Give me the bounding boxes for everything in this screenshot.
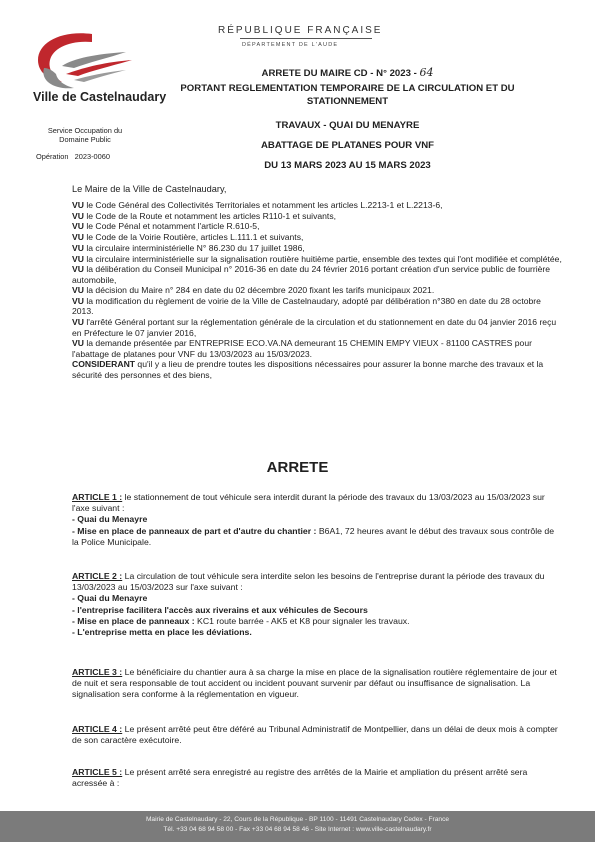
visa-lead: VU bbox=[72, 253, 84, 264]
city-logo bbox=[22, 28, 140, 94]
logo-gray-arc bbox=[43, 68, 74, 88]
article-2-deviations: - L'entreprise metta en place les déviations. bbox=[72, 627, 252, 638]
article-4-text: Le présent arrêté peut être déféré au Tribunal Administratif de Montpellier, dans un délai de deux mois à compter de son caractère exécutoire. bbox=[72, 724, 558, 746]
visa-text: le Code Général des Collectivités Territoriales et notamment les articles L.2213-1 et L.2213-6, bbox=[83, 200, 443, 210]
footer-contact: Tél. +33 04 68 94 58 00 - Fax +33 04 68 94 58 46 - Site Internet : www.ville-castelnaudary.fr bbox=[163, 826, 432, 833]
article-1-label: ARTICLE 1 : bbox=[72, 492, 123, 502]
visa-lead: VU bbox=[72, 242, 84, 253]
arrete-heading: ARRETE bbox=[266, 459, 329, 476]
abattage-title: ABATTAGE DE PLATANES POUR VNF bbox=[260, 140, 435, 151]
article-2-panels-bold: - Mise en place de panneaux : bbox=[72, 615, 195, 626]
visa-item bbox=[72, 296, 562, 317]
article-1-panels-bold: - Mise en place de panneaux de part et d'autre du chantier : bbox=[72, 525, 317, 536]
visa-text: le Code Pénal et notamment l'article R.610-5, bbox=[83, 221, 260, 232]
article-5-text: Le présent arrêté sera enregistré au registre des arrêtés de la Mairie et ampliation du présent arrêté sera acressée à : bbox=[72, 767, 528, 789]
article-2 bbox=[72, 571, 560, 638]
article-2-axis: - Quai du Menayre bbox=[72, 593, 148, 604]
visa-text: la décision du Maire n° 284 en date du 02 décembre 2020 fixant les tarifs municipaux 2021. bbox=[83, 285, 435, 296]
visa-text: la modification du règlement de voirie de la Ville de Castelnaudary, adopté par délibération n°380 en date du 28 octobre 2013. bbox=[72, 296, 541, 317]
visa-text: la délibération du Conseil Municipal n° 2016-36 en date du 24 février 2016 portant création d'un service public de fourrière automobile, bbox=[72, 264, 551, 285]
operation-line bbox=[36, 152, 110, 161]
arrete-number-text: ARRETE DU MAIRE CD - N° 2023 - bbox=[261, 68, 417, 79]
article-1 bbox=[72, 492, 560, 548]
visa-item bbox=[72, 221, 562, 231]
article-1-intro bbox=[72, 492, 560, 514]
visa-item bbox=[72, 254, 562, 264]
visa-lead: VU bbox=[72, 338, 84, 349]
republique-header: RÉPUBLIQUE FRANÇAISE bbox=[218, 25, 383, 36]
article-3 bbox=[72, 667, 560, 701]
visa-text: le Code de la Route et notamment les articles R110-1 et suivants, bbox=[83, 210, 337, 221]
visa-lead: VU bbox=[72, 200, 84, 210]
visa-item bbox=[72, 200, 562, 210]
considerant-lead: CONSIDERANT bbox=[72, 359, 136, 370]
article-2-panels bbox=[72, 616, 560, 627]
logo-city-name: Ville de Castelnaudary bbox=[33, 90, 167, 104]
visa-lead: VU bbox=[72, 285, 84, 296]
dates-title: DU 13 MARS 2023 AU 15 MARS 2023 bbox=[264, 160, 431, 171]
article-1-text: le stationnement de tout véhicule sera interdit durant la période des travaux du 13/03/2023 au 15/03/2023 sur l'axe suivant : bbox=[72, 492, 545, 514]
visa-text: la circulaire interministérielle sur la signalisation routière huitième partie, ensemble des textes qui l'ont modifiée et complétée, bbox=[83, 253, 562, 264]
article-2-access: - l'entreprise facilitera l'accès aux riverains et aux véhicules de Secours bbox=[72, 604, 368, 615]
article-5 bbox=[72, 767, 560, 789]
service-label: Service Occupation du Domaine Public bbox=[47, 126, 123, 144]
article-2-label: ARTICLE 2 : bbox=[72, 571, 123, 581]
visa-item bbox=[72, 232, 562, 242]
operation-label: Opération bbox=[36, 152, 69, 161]
article-4-label: ARTICLE 4 : bbox=[72, 724, 123, 734]
header-divider bbox=[240, 38, 372, 39]
visa-lead: VU bbox=[72, 317, 84, 328]
article-2-text: La circulation de tout véhicule sera interdite selon les besoins de l'entreprise durant la période des travaux du 13/03/2023 au 15/03/2023 sur l'axe suivant : bbox=[72, 571, 545, 593]
departement-header: DÉPARTEMENT DE L'AUDE bbox=[242, 42, 339, 48]
intro-line: Le Maire de la Ville de Castelnaudary, bbox=[72, 184, 227, 194]
logo-gray-wing bbox=[62, 52, 126, 68]
visa-item bbox=[72, 264, 562, 285]
visa-text: le Code de la Voirie Routière, articles L.111.1 et suivants, bbox=[83, 232, 304, 243]
visa-item bbox=[72, 338, 562, 359]
travaux-title: TRAVAUX - QUAI DU MENAYRE bbox=[275, 120, 420, 131]
arrete-subject: PORTANT REGLEMENTATION TEMPORAIRE DE LA CIRCULATION ET DU STATIONNEMENT bbox=[180, 83, 515, 107]
article-2-intro bbox=[72, 571, 560, 593]
visa-lead: VU bbox=[72, 264, 84, 275]
visa-text: l'arrêté Général portant sur la réglementation générale de la circulation et du stationnement en date du 04 janvier 2016 reçu en Préfecture le 07 janvier 2016, bbox=[72, 317, 557, 338]
visa-lead: VU bbox=[72, 232, 84, 243]
article-4 bbox=[72, 724, 560, 746]
article-2-panels-text: KC1 route barrée - AK5 et K8 pour signaler les travaux. bbox=[194, 615, 410, 626]
visa-text: la circulaire interministérielle N° 86.230 du 17 juillet 1986, bbox=[83, 242, 305, 253]
visa-item bbox=[72, 211, 562, 221]
visa-item bbox=[72, 317, 562, 338]
article-3-text: Le bénéficiaire du chantier aura à sa charge la mise en place de la signalisation routière réglementaire de jour et de nuit et sera responsable de tout accident ou incident pouvant survenir par défaut ou insuffisance de signalisation. La signalisation sera conforme à la réglementation en vigueur. bbox=[72, 667, 557, 700]
visa-lead: VU bbox=[72, 296, 84, 307]
visa-lead: VU bbox=[72, 210, 84, 221]
visa-item bbox=[72, 285, 562, 295]
considerant-text: qu'il y a lieu de prendre toutes les dispositions nécessaires pour assurer la bonne marche des travaux et la sécurité des personnes et des biens, bbox=[72, 359, 544, 380]
visa-text: la demande présentée par ENTREPRISE ECO.VA.NA demeurant 15 CHEMIN EMPY VIEUX - 81100 CASTRES pour l'abattage de platanes pour VNF du 13/03/2023 au 15/03/2023. bbox=[72, 338, 532, 359]
considerant-item bbox=[72, 359, 562, 380]
visa-lead: VU bbox=[72, 221, 84, 232]
article-1-axis: - Quai du Menayre bbox=[72, 514, 148, 525]
article-1-panels-text: B6A1, 72 heures avant le début des travaux sous contrôle de la Police Municipale. bbox=[72, 525, 555, 547]
operation-number: 2023-0060 bbox=[74, 152, 110, 161]
visas-list bbox=[72, 200, 562, 380]
arrete-number-handwritten: 64 bbox=[419, 66, 434, 79]
visa-item bbox=[72, 243, 562, 253]
article-3-label: ARTICLE 3 : bbox=[72, 667, 123, 677]
footer-address: Mairie de Castelnaudary - 22, Cours de la République - BP 1100 - 11491 Castelnaudary Cedex - France bbox=[145, 816, 450, 823]
arrete-number bbox=[150, 66, 545, 79]
article-1-panels bbox=[72, 526, 560, 548]
article-5-label: ARTICLE 5 : bbox=[72, 767, 123, 777]
